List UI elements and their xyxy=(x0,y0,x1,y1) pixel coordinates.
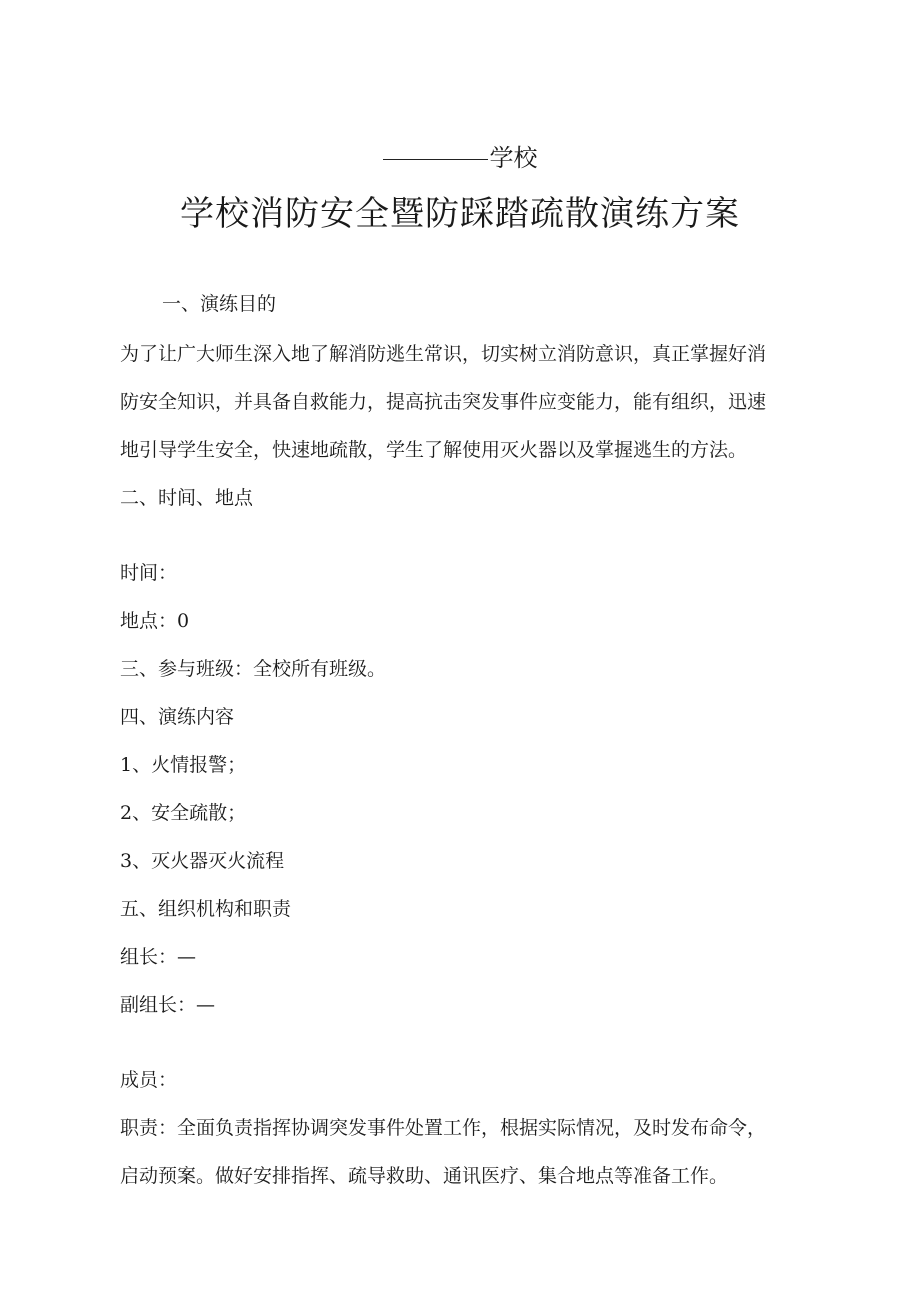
duty-paragraph-line-2: 启动预案。做好安排指挥、疏导救助、通讯医疗、集合地点等准备工作。 xyxy=(120,1165,729,1187)
vice-leader-field: 副组长：— xyxy=(120,994,216,1016)
document-title: 学校消防安全暨防踩踏疏散演练方案 xyxy=(180,194,740,234)
section-4-heading: 四、演练内容 xyxy=(120,706,235,728)
leader-field: 组长：— xyxy=(120,946,197,968)
section-1-paragraph-line-3: 地引导学生安全，快速地疏散，学生了解使用灭火器以及掌握逃生的方法。 xyxy=(120,439,748,461)
section-1-paragraph-line-2: 防安全知识，并具备自救能力，提高抗击突发事件应变能力，能有组织，迅速 xyxy=(120,391,767,413)
members-field: 成员： xyxy=(120,1069,178,1091)
time-field: 时间： xyxy=(120,562,178,584)
section-3-heading: 三、参与班级：全校所有班级。 xyxy=(120,658,387,680)
section-2-heading: 二、时间、地点 xyxy=(120,487,254,509)
drill-item-3: 3、灭火器灭火流程 xyxy=(120,850,285,872)
section-1-heading: 一、演练目的 xyxy=(162,293,277,315)
school-name-line xyxy=(0,140,920,176)
school-name-blank xyxy=(383,159,488,160)
section-1-paragraph-line-1: 为了让广大师生深入地了解消防逃生常识，切实树立消防意识，真正掌握好消 xyxy=(120,343,767,365)
section-5-heading: 五、组织机构和职责 xyxy=(120,898,292,920)
place-field: 地点：0 xyxy=(120,610,190,632)
duty-paragraph-line-1: 职责：全面负责指挥协调突发事件处置工作，根据实际情况，及时发布命令， xyxy=(120,1117,767,1139)
drill-item-1: 1、火情报警； xyxy=(120,754,247,776)
school-suffix: 学校 xyxy=(489,144,538,172)
drill-item-2: 2、安全疏散； xyxy=(120,802,247,824)
